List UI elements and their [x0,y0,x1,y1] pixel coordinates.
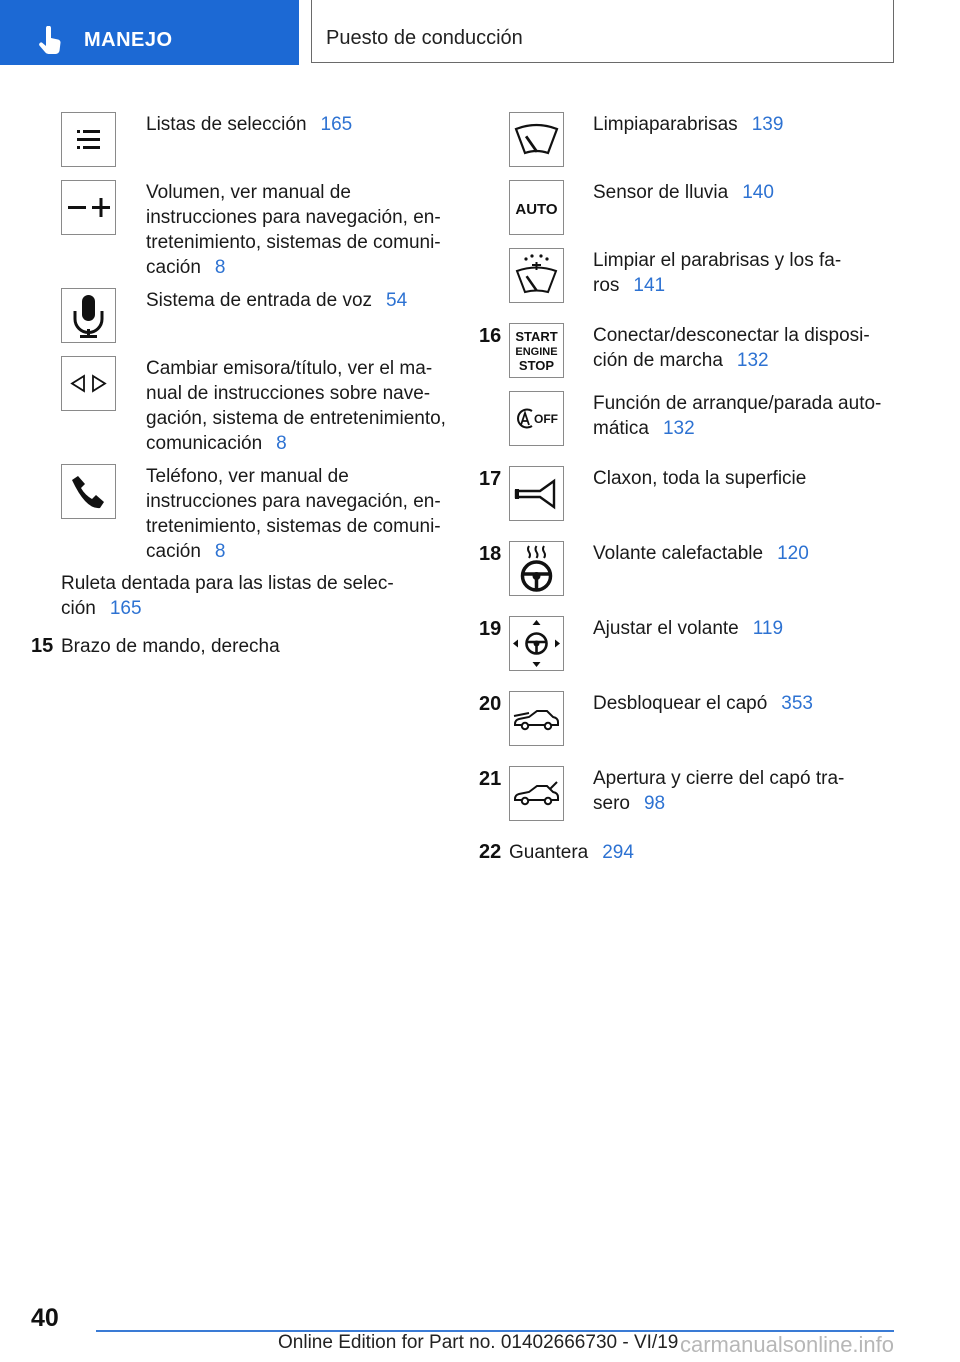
minus-plus-icon [61,180,116,235]
item-number: 22 [479,841,502,863]
entry-text: Sensor de lluvia [593,182,729,203]
icon-label-line: STOP [518,358,555,373]
entry-text: Listas de selección [146,114,307,135]
entry-text: Volante calefactable [593,543,764,564]
start-engine-stop-icon [509,323,564,378]
entry-text: Teléfono, ver manual de instrucciones para navegación, en- tretenimiento, sistemas de comuni- cación [146,466,441,562]
item-number: 21 [479,768,502,790]
entry-text: Apertura y cierre del capó tra- sero [593,768,845,814]
entry-text: Guantera [509,842,589,863]
voice-microphone-icon [61,288,116,343]
entry-text: Ajustar el volante [593,618,739,639]
page-reference-link[interactable]: 141 [633,275,666,296]
entry-text: Conectar/desconectar la disposi- ción de marcha [593,325,870,371]
entry-text: Limpiar el parabrisas y los fa- ros [593,250,842,296]
wiper-icon [509,112,564,167]
item-number: 15 [31,635,54,657]
icon-label-line: START [515,329,558,344]
page-number: 40 [31,1304,59,1332]
item-number: 17 [479,468,502,490]
page-reference-link[interactable]: 353 [781,693,813,714]
list-item [509,840,634,865]
page-reference-link[interactable]: 54 [386,290,408,311]
page-reference-link[interactable]: 132 [736,350,769,371]
list-item [61,571,394,621]
entry-text: Cambiar emisora/título, ver el ma- nual de instrucciones sobre nave- gación, sistema de entretenimiento, comunicación [146,358,446,454]
page-reference-link[interactable]: 8 [214,257,226,278]
watermark: carmanualsonline.info [680,1332,895,1357]
entry-text: Brazo de mando, derecha [61,636,280,657]
entry-text: Función de arranque/parada auto- mática [593,393,882,439]
phone-handset-icon [61,464,116,519]
page-title: Puesto de conducción [326,27,523,49]
page-reference-link[interactable]: 8 [214,541,226,562]
heated-steering-wheel-icon [509,541,564,596]
footer-edition: Online Edition for Part no. 01402666730 - VI/19 [278,1332,679,1353]
item-number: 18 [479,543,502,565]
entry-text: Claxon, toda la superficie [593,468,807,489]
entry-text: Sistema de entrada de voz [146,290,373,311]
page-reference-link[interactable]: 8 [276,433,287,454]
icon-label-line: ENGINE [515,346,558,358]
list-item [61,634,280,659]
hood-release-icon [509,691,564,746]
entry-text: Desbloquear el capó [593,693,768,714]
entry-text: Limpiaparabrisas [593,114,738,135]
page-reference-link[interactable]: 120 [777,543,809,564]
icon-label: OFF [534,412,558,426]
prev-next-arrows-icon [61,356,116,411]
trunk-open-close-icon [509,766,564,821]
item-number: 20 [479,693,502,715]
page-reference-link[interactable]: 139 [751,114,784,135]
washer-spray-icon [509,248,564,303]
section-label: MANEJO [84,29,173,51]
auto-rain-sensor-icon [509,180,564,235]
section-tab[interactable] [0,0,299,65]
page-reference-link[interactable]: 119 [752,618,784,639]
entry-text: Volumen, ver manual de instrucciones para navegación, en- tretenimiento, sistemas de comuni- cación [146,182,441,278]
page-reference-link[interactable]: 165 [320,114,353,135]
page-reference-link[interactable]: 165 [109,598,142,619]
page-reference-link[interactable]: 140 [742,182,774,203]
list-lines-icon [61,112,116,167]
page-reference-link[interactable]: 132 [662,418,695,439]
icon-label: AUTO [515,201,558,218]
steering-adjust-icon [509,616,564,671]
item-number: 16 [479,325,502,347]
auto-start-stop-off-icon [509,391,564,446]
page-reference-link[interactable]: 294 [602,842,634,863]
page-header [311,0,894,63]
entry-text: Ruleta dentada para las listas de selec- ción [61,573,394,619]
horn-icon [509,466,564,521]
page-reference-link[interactable]: 98 [643,793,666,814]
item-number: 19 [479,618,502,640]
hand-pointer-icon [38,26,64,56]
